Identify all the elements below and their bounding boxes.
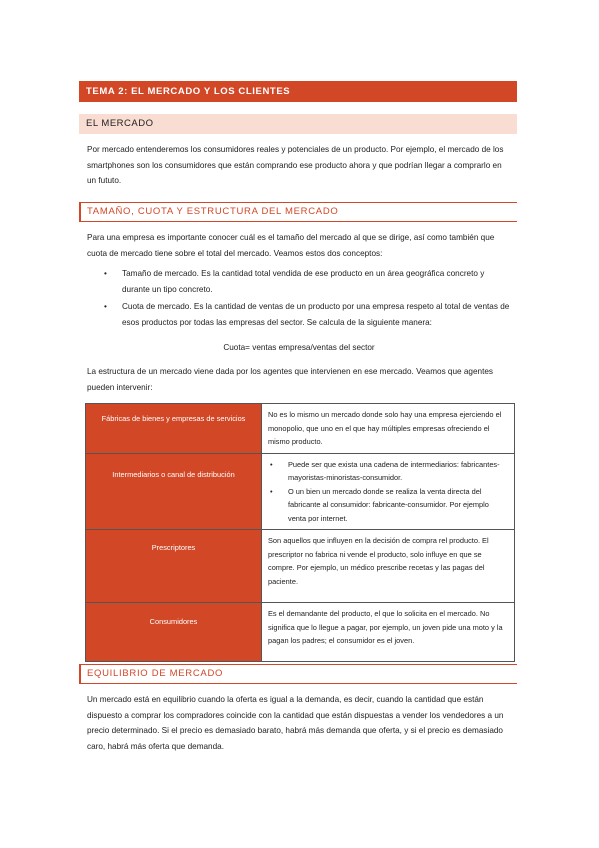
market-agents-table: [85, 403, 515, 662]
structure-paragraph: La estructura de un mercado viene dada por los agentes que intervienen en ese mercado. Veamos que agentes pueden intervenir:: [87, 367, 494, 392]
bullet-icon: •: [104, 269, 107, 278]
section-title-size: TAMAÑO, CUOTA Y ESTRUCTURA DEL MERCADO: [79, 202, 517, 222]
list-item: [268, 458, 508, 485]
agent-description: Son aquellos que influyen en la decisión de compra rel producto. El prescriptor no fabrica ni vende el producto, solo influye en que se compre. Por ejemplo, un médico prescribe recetas y las pagas del paciente.: [262, 530, 515, 603]
chapter-header: TEMA 2: EL MERCADO Y LOS CLIENTES: [79, 81, 517, 102]
intro-paragraph: Por mercado entenderemos los consumidores reales y potenciales de un producto. Por ejemplo, el mercado de los smartphones son los consumidores que están comprando ese producto ahora y que podrían llegar a comprarlo en un fututo.: [87, 145, 504, 185]
bullet-icon: •: [270, 486, 273, 496]
equilibrium-paragraph: Un mercado está en equilibrio cuando la oferta es igual a la demanda, es decir, cuando la cantidad que están dispuesto a comprar los compradores coincide con la cantidad que están dispuestas a vender los vendedores a un precio determinado. Si el precio es demasiado barato, habrá más demanda que oferta, y si el precio es demasiado caro, habrá más oferta que demanda.: [87, 695, 504, 751]
section-header-el-mercado: EL MERCADO: [79, 114, 517, 134]
list-item-text: O un bien un mercado donde se realiza la venta directa del fabricante al consumidor: fabricante-consumidor. Por ejemplo venta por internet.: [288, 486, 489, 523]
list-item-text: Tamaño de mercado. Es la cantidad total vendida de ese producto en un área geográfica concreto y durante un tipo concreto.: [122, 269, 485, 294]
distribution-list: [268, 458, 508, 526]
bullet-icon: •: [104, 302, 107, 311]
table-row: [86, 530, 515, 603]
list-item: [87, 299, 511, 330]
list-item: [268, 485, 508, 526]
agent-label: Intermediarios o canal de distribución: [86, 453, 262, 530]
list-item: [87, 266, 511, 297]
section-title-equilibrium: EQUILIBRIO DE MERCADO: [79, 664, 517, 684]
list-item-text: Puede ser que exista una cadena de intermediarios: fabricantes-mayoristas-minoristas-consumidor.: [288, 459, 500, 482]
table-row: [86, 453, 515, 530]
table-row: [86, 404, 515, 454]
agent-description: [262, 453, 515, 530]
bullet-icon: •: [270, 459, 273, 469]
agent-label: Prescriptores: [86, 530, 262, 603]
list-item-text: Cuota de mercado. Es la cantidad de ventas de un producto por una empresa respeto al total de ventas de esos productos por todas las empresas del sector. Se calcula de la siguiente manera:: [122, 302, 510, 327]
table-row: [86, 603, 515, 662]
market-share-formula: Cuota= ventas empresa/ventas del sector: [223, 343, 375, 352]
agent-label: Fábricas de bienes y empresas de servicios: [86, 404, 262, 454]
concepts-list: [87, 266, 511, 332]
agent-description: Es el demandante del producto, el que lo solicita en el mercado. No significa que lo llegue a pagar, por ejemplo, un joven pide una moto y la pagan los padres; el consumidor es el joven.: [262, 603, 515, 662]
agent-description: No es lo mismo un mercado donde solo hay una empresa ejerciendo el monopolio, que uno en el que hay múltiples empresas ofreciendo el mismo producto.: [262, 404, 515, 454]
size-intro-paragraph: Para una empresa es importante conocer cuál es el tamaño del mercado al que se dirige, así como también que cuota de mercado tiene sobre el total del mercado. Veamos estos dos conceptos:: [87, 233, 495, 258]
agent-label: Consumidores: [86, 603, 262, 662]
